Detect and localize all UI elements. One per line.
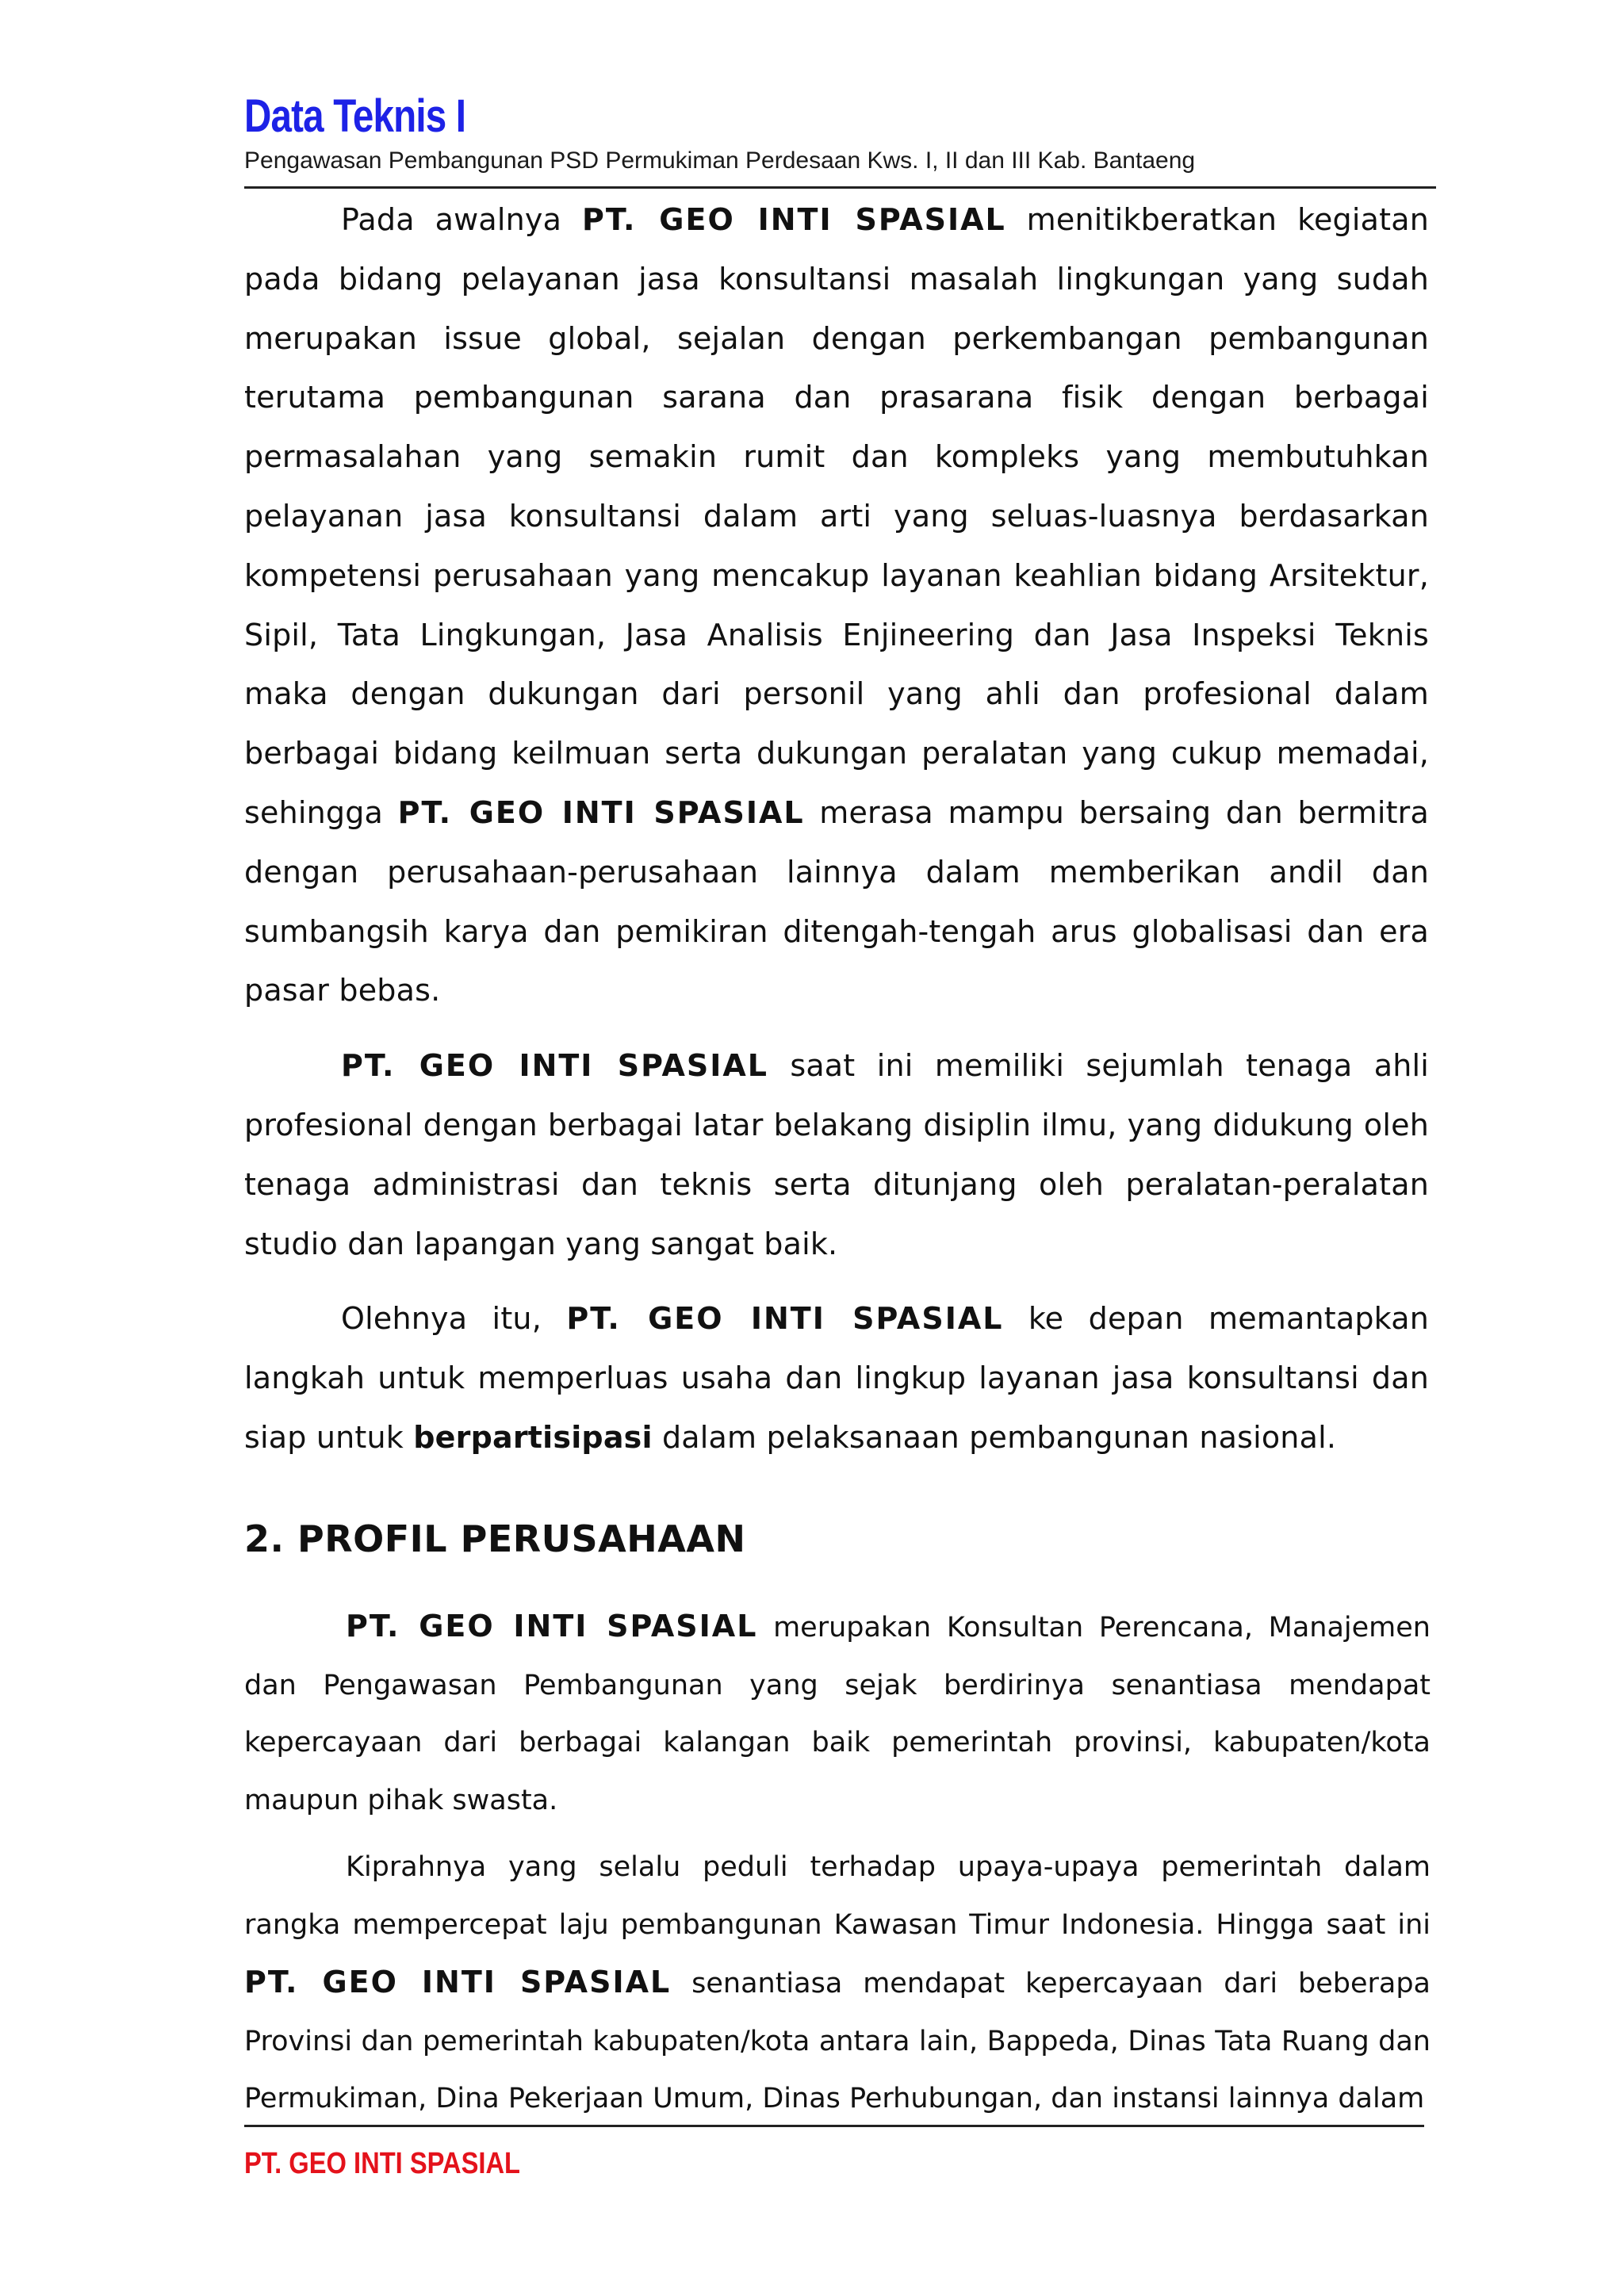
intro-body (244, 190, 1429, 1468)
paragraph-profil (244, 1598, 1431, 1829)
paragraph-text: dalam pelaksanaan pembangunan nasional. (652, 1419, 1337, 1455)
paragraph-text: merupakan Konsultan Perencana, Manajemen dan Pengawasan Pembangunan yang sejak berdirinya senantiasa mendapat kepercayaan dari berbagai kalangan baik pemerintah provinsi, kabupaten/kota maupun pihak swasta. (244, 1612, 1431, 1816)
paragraph-kiprahnya (244, 1839, 1431, 2128)
company-name: PT. GEO INTI SPASIAL (244, 1965, 672, 1999)
company-name: PT. GEO INTI SPASIAL (582, 202, 1006, 237)
paragraph-text: merasa mampu bersaing dan bermitra dengan perusahaan-perusahaan lainnya dalam memberikan andil dan sumbangsih karya dan pemikiran ditengah-tengah arus globalisasi dan era pasar bebas. (244, 794, 1429, 1008)
company-name: PT. GEO INTI SPASIAL (566, 1301, 1004, 1337)
paragraph-olehnya (244, 1289, 1429, 1467)
paragraph-tenaga-ahli (244, 1036, 1429, 1273)
paragraph-text: Pada awalnya (341, 202, 582, 237)
paragraph-text: menitikberatkan kegiatan pada bidang pelayanan jasa konsultansi masalah lingkungan yang sudah merupakan issue global, sejalan dengan perkembangan pembangunan terutama pembangunan sarana dan prasarana fisik dengan berbagai permasalahan yang semakin rumit dan kompleks yang membutuhkan pelayanan jasa konsultansi dalam arti yang seluas-luasnya berdasarkan kompetensi perusahaan yang mencakup layanan keahlian bidang Arsitektur, Sipil, Tata Lingkungan, Jasa Analisis Enjineering dan Jasa Inspeksi Teknis maka dengan dukungan dari personil yang ahli dan profesional dalam berbagai bidang keilmuan serta dukungan peralatan yang cukup memadai, sehingga (244, 202, 1429, 830)
section-heading: 2. PROFIL PERUSAHAAN (244, 1517, 746, 1560)
paragraph-text: Olehnya itu, (341, 1301, 567, 1337)
paragraph-text: Kiprahnya yang selalu peduli terhadap upaya-upaya pemerintah dalam rangka mempercepat laju pembangunan Kawasan Timur Indonesia. Hingga saat ini (244, 1851, 1431, 1941)
company-name: PT. GEO INTI SPASIAL (346, 1609, 758, 1644)
header-title: Data Teknis I (244, 90, 466, 142)
footer-company-name: PT. GEO INTI SPASIAL (244, 2147, 521, 2180)
paragraph-awalnya (244, 190, 1429, 1020)
header-subtitle: Pengawasan Pembangunan PSD Permukiman Perdesaan Kws. I, II dan III Kab. Bantaeng (244, 147, 1196, 174)
company-name: PT. GEO INTI SPASIAL (341, 1048, 768, 1084)
footer-divider (244, 2125, 1424, 2127)
header-divider (244, 186, 1436, 189)
paragraph-text: ke depan memantapkan langkah untuk memperluas usaha dan lingkup layanan jasa konsultansi dan siap untuk (244, 1301, 1429, 1455)
paragraph-text: saat ini memiliki sejumlah tenaga ahli profesional dengan berbagai latar belakang disiplin ilmu, yang didukung oleh tenaga administrasi dan teknis serta ditunjang oleh peralatan-peralatan studio dan lapangan yang sangat baik. (244, 1048, 1429, 1261)
emphasis-text: berpartisipasi (413, 1419, 653, 1455)
paragraph-text: senantiasa mendapat kepercayaan dari beberapa Provinsi dan pemerintah kabupaten/kota antara lain, Bappeda, Dinas Tata Ruang dan Permukiman, Dina Pekerjaan Umum, Dinas Perhubungan, dan instansi lainnya dalam (244, 1968, 1431, 2114)
company-name: PT. GEO INTI SPASIAL (397, 794, 805, 830)
profile-body (244, 1598, 1431, 2128)
